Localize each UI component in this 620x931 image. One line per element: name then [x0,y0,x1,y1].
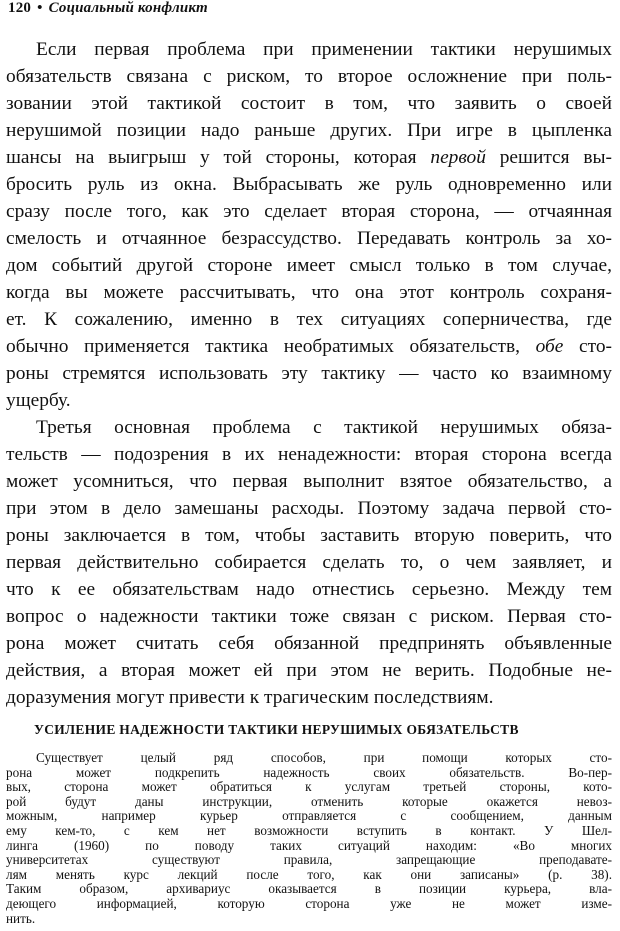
text-line: роны заключается в том, чтобы заставить вторую поверить, что [6,525,612,546]
text-line: Таким образом, архивариус оказывается в позиции курьера, вла- [6,881,612,897]
text-line: роны стремятся использовать эту тактику — часто ко взаимному [6,363,612,384]
running-header [8,0,208,17]
emphasis-both: обе [535,336,564,357]
text-line: тельств — подозрения в их ненадежности: вторая сторона всегда [6,444,612,465]
text-line: нерушимой позиции надо раньше других. При игре в цыпленка [6,120,612,141]
text-line [6,144,612,171]
text-line: при этом в дело замешаны расходы. Поэтому задача первой сто- [6,498,612,519]
text-line: рона может считать себя обязанной предпринять объявленные [6,633,612,654]
text-line: рона может подкрепить надежность своих обязательств. Во-пер- [6,764,612,780]
text-line: нить. [6,910,36,926]
text-span: шансы на выигрыш у той стороны, которая [6,147,431,168]
text-line: может усомниться, что первая выполнит взятое обязательство, а [6,471,612,492]
text-line: лям менять курс лекций после того, как они записаны» (р. 38). [6,866,612,882]
text-line: первая действительно собирается сделать то, о чем заявляет, и [6,552,612,573]
text-line: Существует целый ряд способов, при помощи которых сто- [36,750,612,765]
text-line: линга (1960) по поводу таких ситуаций находим: «Во многих [6,837,612,853]
text-line: университетах существуют правила, запрещающие преподавате- [6,852,612,868]
text-line: вопрос о надежности тактики тоже связан с риском. Первая сто- [6,606,612,627]
text-line: когда вы можете рассчитывать, что она этот контроль сохраня- [6,282,612,303]
text-span: решится вы- [485,147,612,168]
text-line: действия, а вторая может ей при этом не верить. Подобные не- [6,660,612,681]
text-line: ет. К сожалению, именно в тех ситуациях соперничества, где [6,309,612,330]
text-line: дом событий другой стороне имеет смысл только в том случае, [6,255,612,276]
text-line: сразу после того, как это сделает вторая сторона, — отчаянная [6,201,612,222]
page-number: 120 [8,0,32,16]
text-line: деющего информацией, которую сторона уже не может изме- [6,896,612,911]
text-line [6,333,612,360]
text-line: вых, сторона может обратиться к услугам третьей стороны, кото- [6,779,612,795]
text-line: можным, например курьер отправляется с сообщением, данным [6,808,612,824]
text-span: сто- [563,336,612,357]
emphasis-first: первой [430,147,486,168]
text-line: рой будут даны инструкции, отменить которые окажется невоз- [6,793,612,809]
text-line: доразумения могут привести к трагическим последствиям. [6,687,494,708]
text-line: Третья основная проблема с тактикой нерушимых обяза- [36,417,612,438]
section-heading: УСИЛЕНИЕ НАДЕЖНОСТИ ТАКТИКИ НЕРУШИМЫХ ОБЯЗАТЕЛЬСТВ [34,722,519,737]
text-line: зовании этой тактикой состоит в том, что заявить о своей [6,93,612,114]
running-title: Социальный конфликт [48,0,208,16]
text-line: смелость и отчаянное безрассудство. Передавать контроль за хо- [6,228,612,249]
header-separator: • [37,0,43,16]
text-line: ему кем-то, с кем нет возможности вступить в контакт. У Шел- [6,823,612,838]
text-line: что к ее обязательствам надо отнестись серьезно. Между тем [6,579,612,600]
text-line: обязательств связана с риском, то второе осложнение при поль- [6,66,612,87]
text-line: ущербу. [6,390,71,411]
text-span: обычно применяется тактика необратимых обязательств, [6,336,536,357]
text-line: бросить руль из окна. Выбрасывать же руль одновременно или [6,174,612,195]
text-line: Если первая проблема при применении тактики нерушимых [36,39,612,60]
